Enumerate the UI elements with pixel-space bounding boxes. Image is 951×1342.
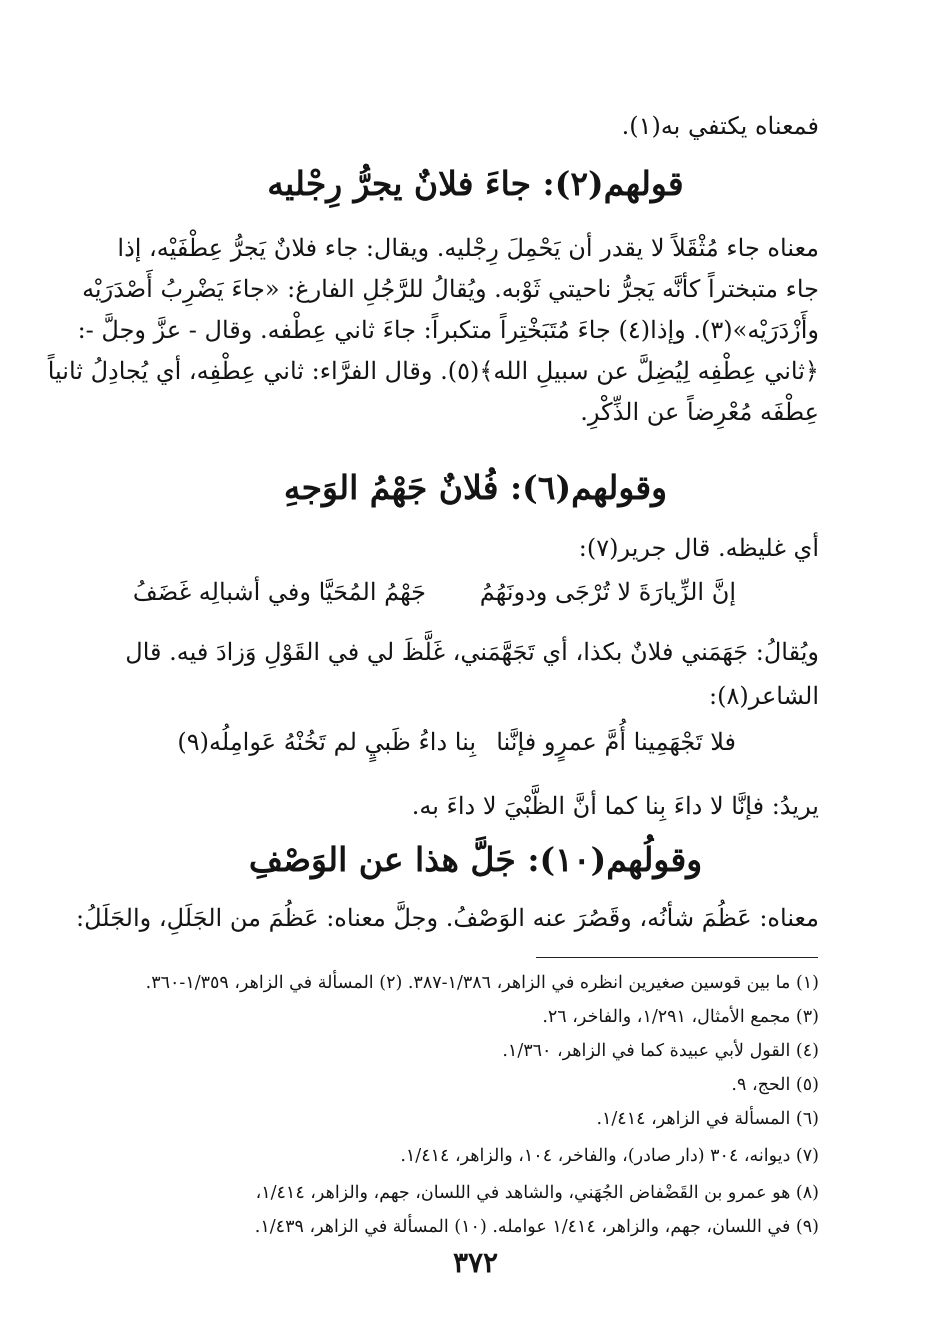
section-heading-1: قولهم(٢): جاءَ فلانٌ يجرُّ رِجْليه xyxy=(267,164,684,203)
footnote-6: (٧) ديوانه، ٣٠٤ (دار صادر)، والفاخر، ١٠٤، والزاهر، ١/٤١٤. xyxy=(400,1146,819,1166)
paragraph-1-line-4: ﴿ثاني عِطْفِه لِيُضِلَّ عن سبيلِ الله﴾(٥). وقال الفرَّاء: ثاني عِطْفِه، أي يُجادِلُ ثانياً xyxy=(47,357,819,385)
footnote-4: (٥) الحج، ٩. xyxy=(731,1075,819,1095)
footnote-divider xyxy=(536,957,818,958)
footnote-1: (١) ما بين قوسين صغيرين انظره في الزاهر، ١/٣٨٦-٣٨٧. (٢) المسألة في الزاهر، ١/٣٥٩-٣٦٠. xyxy=(145,973,819,993)
section-heading-3: وقولُهم(١٠): جَلَّ هذا عن الوَصْفِ xyxy=(248,840,703,879)
verse-1-second-hemistich: جَهْمُ المُحَيَّا وفي أشبالِه غَضَفُ xyxy=(132,578,426,606)
opening-line: فمعناه يكتفي به(١). xyxy=(621,112,819,140)
footnote-2: (٣) مجمع الأمثال، ١/٢٩١، والفاخر، ٢٦. xyxy=(542,1007,819,1027)
paragraph-3-line-1: ويُقالُ: جَهَمَني فلانٌ بكذا، أي تَجَهَّمَني، غَلَّظَ لي في القَوْلِ وَزادَ فيه. قال xyxy=(125,638,819,666)
paragraph-1-line-1: معناه جاء مُثْقَلاً لا يقدر أن يَحْمِلَ رِجْليه. ويقال: جاء فلانٌ يَجرُّ عِطْفَيْه، إذا xyxy=(117,234,819,262)
paragraph-2: أي غليظه. قال جرير(٧): xyxy=(578,534,819,562)
paragraph-5: معناه: عَظُمَ شأنُه، وقَصُرَ عنه الوَصْفُ. وجلَّ معناه: عَظُمَ من الجَلَلِ، والجَلَلُ: xyxy=(75,904,819,932)
paragraph-4: يريدُ: فإنَّا لا داءَ بِنا كما أنَّ الظَّبْيَ لا داءَ به. xyxy=(411,792,819,820)
section-heading-2: وقولهم(٦): فُلانٌ جَهْمُ الوَجهِ xyxy=(283,468,668,507)
paragraph-3-line-2: الشاعر(٨): xyxy=(709,682,819,710)
paragraph-1-line-3: وأَزْدَرَيْه»(٣). وإذا(٤) جاءَ مُتَبَخْتِراً متكبراً: جاءَ ثاني عِطْفه. وقال - عزَّ وجلَّ -: xyxy=(77,316,819,344)
page-number: ٣٧٢ xyxy=(452,1246,499,1279)
footnote-5: (٦) المسألة في الزاهر، ١/٤١٤. xyxy=(596,1109,819,1129)
paragraph-1-line-5: عِطْفَه مُعْرِضاً عن الذِّكْرِ. xyxy=(580,398,819,426)
verse-2-first-hemistich: فلا تَجْهَمِينا أُمَّ عمرٍو فإنَّنا xyxy=(496,728,736,756)
footnote-8: (٩) في اللسان، جهم، والزاهر، ١/٤١٤ عوامله. (١٠) المسألة في الزاهر، ١/٤٣٩. xyxy=(254,1217,819,1237)
footnote-3: (٤) القول لأبي عبيدة كما في الزاهر، ١/٣٦٠. xyxy=(502,1041,819,1061)
verse-2-second-hemistich: بِنا داءُ ظَبيٍ لم تَخُنْهُ عَوامِلُه(٩) xyxy=(177,728,476,756)
paragraph-1-line-2: جاء متبختراً كأنَّه يَجرُّ ناحيتي ثَوْبه. ويُقالُ للرَّجُلِ الفارغ: «جاءَ يَضْرِبُ أَصْدَرَيْه xyxy=(82,275,819,303)
verse-1-first-hemistich: إنَّ الزِّيارَةَ لا تُرْجَى ودونَهُمُ xyxy=(479,578,736,606)
footnote-7: (٨) هو عمرو بن القَضْفاض الجُهَني، والشاهد في اللسان، جهم، والزاهر، ١/٤١٤، xyxy=(255,1183,819,1203)
